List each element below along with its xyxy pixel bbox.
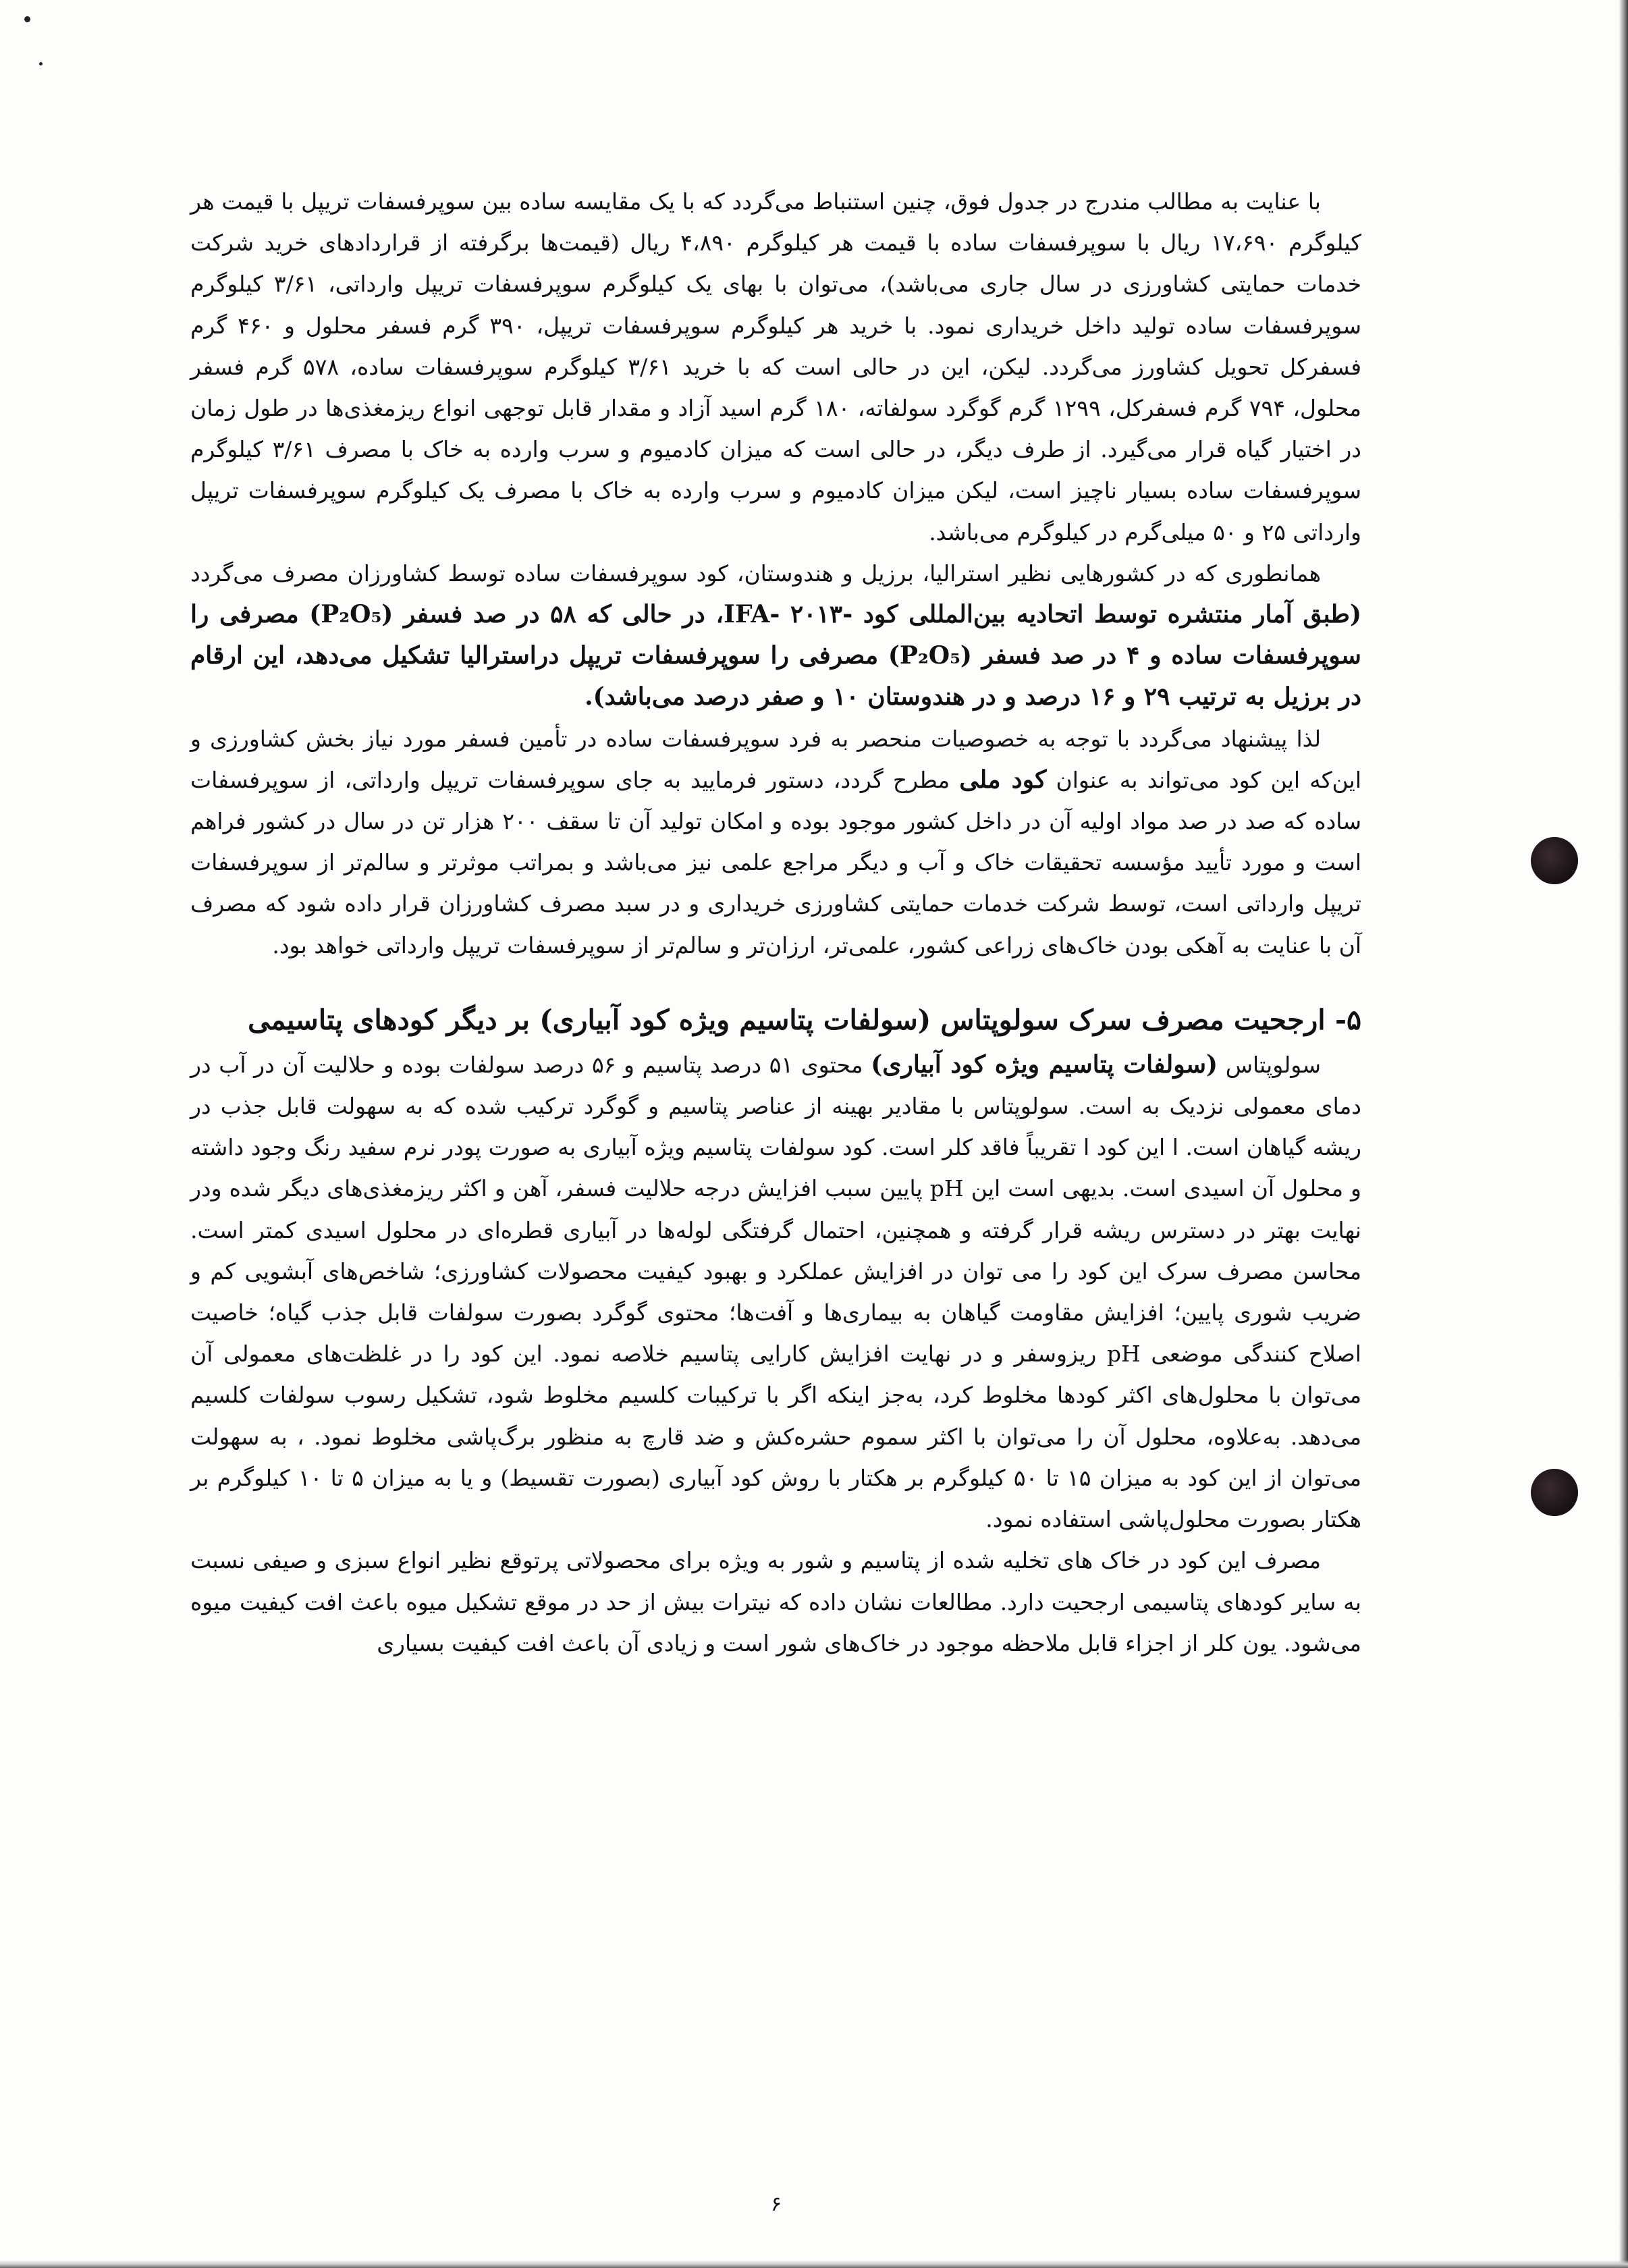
section-heading-solopotas: ۵- ارجحیت مصرف سرک سولوپتاس (سولفات پتاسیم ویژه کود آبیاری) بر دیگر کودهای پتاسیمی	[248, 1003, 1361, 1036]
paragraph-solopotas-description	[190, 1044, 1361, 1540]
paragraph-solopotas-bold: (سولفات پتاسیم ویژه کود آبیاری)	[871, 1050, 1218, 1079]
punch-hole-lower	[1531, 1469, 1578, 1516]
paragraph-recommendation-bold: کود ملی	[959, 765, 1047, 794]
scan-edge-shadow-bottom	[0, 2260, 1628, 2268]
scan-speck-top-left	[24, 16, 30, 22]
punch-hole-upper	[1531, 837, 1578, 884]
scan-edge-shadow-right	[1619, 0, 1628, 2268]
paragraph-countries-usage	[190, 553, 1361, 718]
paragraph-solopotas-start: سولوپتاس	[1218, 1051, 1321, 1078]
document-body	[190, 181, 1361, 1664]
paragraph-countries-usage-text: همانطوری که در کشورهایی نظیر استرالیا، برزیل و هندوستان، کود سوپرفسفات ساده توسط کشاورزان مصرف می‌گردد	[190, 560, 1321, 587]
paragraph-solopotas-rest: محتوی ۵۱ درصد پتاسیم و ۵۶ درصد سولفات بوده و حلالیت آن در آب در دمای معمولی نزدیک به است. سولوپتاس با مقادیر بهینه از عناصر پتاسیم و گوگرد ترکیب شده که به سهولت قابل جذب در ریشه گیاهان است. ا این کود ا تقریباً فاقد کلر است. کود سولفات پتاسیم ویژه آبیاری به صورت پودر نرم سفید رنگ وجود داشته و محلول آن اسیدی است. بدیهی است این pH پایین سبب افزایش درجه حلالیت فسفر، آهن و اکثر ریزمغذی‌های دیگر شده ودر نهایت بهتر در دسترس ریشه قرار گرفته و همچنین، احتمال گرفتگی لوله‌ها در آبیاری قطره‌ای در محلول اسیدی کمتر است. محاسن مصرف سرک این کود را می توان در افزایش عملکرد و بهبود کیفیت محصولات کشاورزی؛ شاخص‌های آبشویی کم و ضریب شوری پایین؛ افزایش مقاومت گیاهان به بیماری‌ها و آفت‌ها؛ محتوی گوگرد بصورت سولفات قابل جذب گیاه؛ خاصیت اصلاح کنندگی موضعی pH ریزوسفر و در نهایت افزایش کارایی پتاسیم خلاصه نمود. این کود را در غلظت‌های معمولی آن می‌توان با محلول‌های اکثر کودها مخلوط کرد، به‌جز اینکه اگر با ترکیبات کلسیم مخلوط شود، تشکیل رسوب سولفات کلسیم می‌دهد. به‌علاوه، محلول آن را می‌توان با اکثر سموم حشره‌کش و ضد قارچ به منظور برگ‌پاشی مخلوط نمود. ، به سهولت می‌توان از این کود به میزان ۱۵ تا ۵۰ کیلوگرم بر هکتار با روش کود آبیاری (بصورت تقسیط) و یا به میزان ۵ تا ۱۰ کیلوگرم بر هکتار بصورت محلول‌پاشی استفاده نمود.	[190, 1051, 1361, 1533]
page-number: ۶	[770, 2192, 782, 2216]
paragraph-countries-usage-bold: (طبق آمار منتشره توسط اتحادیه بین‌المللی کود -IFA- ۲۰۱۳، در حالی که ۵۸ در صد فسفر (P₂O₅) مصرفی را سوپرفسفات ساده و ۴ در صد فسفر (P₂O₅) مصرفی را سوپرفسفات تریپل دراسترالیا تشکیل می‌دهد، این ارقام در برزیل به ترتیب ۲۹ و ۱۶ درصد و در هندوستان ۱۰ و صفر درصد می‌باشد).	[190, 600, 1361, 711]
paragraph-superphosphate-comparison: با عنایت به مطالب مندرج در جدول فوق، چنین استنباط می‌گردد که با یک مقایسه ساده بین سوپرفسفات تریپل با قیمت هر کیلوگرم ۱۷،۶۹۰ ریال با سوپرفسفات ساده با قیمت هر کیلوگرم ۴،۸۹۰ ریال (قیمت‌ها برگرفته از قراردادهای خرید شرکت خدمات حمایتی کشاورزی در سال جاری می‌باشد)، می‌توان با بهای یک کیلوگرم سوپرفسفات تریپل وارداتی، ۳/۶۱ کیلوگرم سوپرفسفات ساده تولید داخل خریداری نمود. با خرید هر کیلوگرم سوپرفسفات تریپل، ۳۹۰ گرم فسفر محلول و ۴۶۰ گرم فسفرکل تحویل کشاورز می‌گردد. لیکن، این در حالی است که با خرید ۳/۶۱ کیلوگرم سوپرفسفات ساده، ۵۷۸ گرم فسفر محلول، ۷۹۴ گرم فسفرکل، ۱۲۹۹ گرم گوگرد سولفاته، ۱۸۰ گرم اسید آزاد و مقدار قابل توجهی انواع ریزمغذی‌ها در طول زمان در اختیار گیاه قرار می‌گیرد. از طرف دیگر، در حالی است که میزان کادمیوم و سرب وارده به خاک با مصرف ۳/۶۱ کیلوگرم سوپرفسفات ساده بسیار ناچیز است، لیکن میزان کادمیوم و سرب وارده به خاک با مصرف یک کیلوگرم سوپرفسفات تریپل وارداتی ۲۵ و ۵۰ میلی‌گرم در کیلوگرم می‌باشد.	[190, 188, 1362, 545]
paragraph-recommendation-rest: مطرح گردد، دستور فرمایید به جای سوپرفسفات تریپل وارداتی، از سوپرفسفات ساده که صد در صد مواد اولیه آن در داخل کشور موجود بوده و امکان تولید آن تا سقف ۲۰۰ هزار تن در سال در کشور فراهم است و مورد تأیید مؤسسه تحقیقات خاک و آب و دیگر مراجع علمی نیز می‌باشد و بمراتب موثرتر و سالم‌تر از سوپرفسفات تریپل وارداتی است، توسط شرکت خدمات حمایتی کشاورزی خریداری و در سبد مصرف کشاورزان قرار داده شود که مصرف آن با عنایت به آهکی بودن خاک‌های زراعی کشور، علمی‌تر، ارزان‌تر و سالم‌تر از سوپرفسفات تریپل وارداتی خواهد بود.	[190, 766, 1361, 959]
scan-speck-top-left-2	[39, 62, 43, 65]
paragraph-recommendation-start: لذا پیشنهاد می‌گردد با توجه به خصوصیات منحصر به فرد سوپرفسفات ساده در تأمین فسفر مورد نیاز بخش کشاورزی و این‌که این کود می‌تواند به عنوان	[190, 725, 1361, 793]
paragraph-usage-in-soils: مصرف این کود در خاک های تخلیه شده از پتاسیم و شور به ویژه برای محصولاتی پرتوقع نظیر انواع سبزی و صیفی نسبت به سایر کودهای پتاسیمی ارجحیت دارد. مطالعات نشان داده که نیترات بیش از حد در موقع تشکیل میوه باعث افت کیفیت میوه می‌شود. یون کلر از اجزاء قابل ملاحظه موجود در خاک‌های شور است و زیادی آن باعث افت کیفیت بسیاری	[190, 1547, 1361, 1656]
paragraph-recommendation	[190, 718, 1361, 966]
